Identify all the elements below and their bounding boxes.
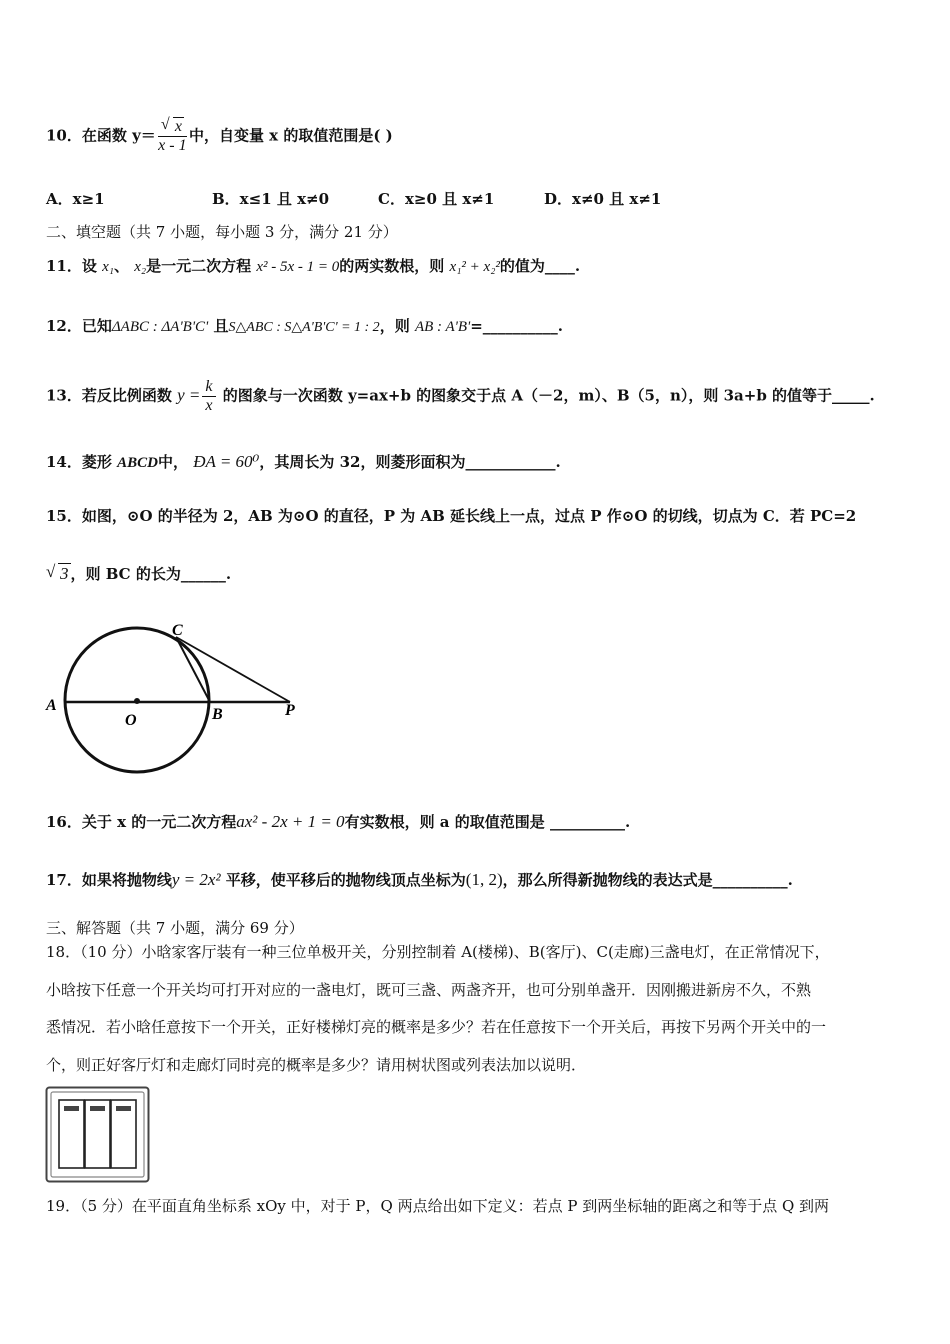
q19-line1: 19．（5 分）在平面直角坐标系 xOy 中，对于 P，Q 两点给出如下定义：若点 P 到两坐标轴的距离之和等于点 Q 到两 (46, 1197, 830, 1215)
q12-line (46, 316, 563, 338)
q12-side-ratio: AB : A'B' (414, 319, 471, 335)
q14-mid: 中， (157, 453, 188, 471)
q13-lead: 13．若反比例函数 (46, 386, 172, 405)
q14-line (46, 452, 561, 473)
q18-line1: 18．（10 分）小晗家客厅装有一种三位单极开关，分别控制着 A(楼梯)、B(客厅)、C(走廊)三盏电灯，在正常情况下， (46, 943, 830, 961)
center-dot (134, 698, 140, 704)
q12-similar-triangles: ΔABC : ΔA'B'C' (111, 319, 209, 335)
q10-option-b: B．x≤1 且 x≠0 (212, 190, 330, 208)
label-o: O (125, 712, 137, 729)
q10-fraction (158, 118, 187, 155)
q15-line2 (46, 564, 231, 584)
q15-radicand: 3 (60, 564, 69, 583)
q17-vertex: (1, 2) (465, 870, 503, 889)
q17-mid: 平移，使平移后的抛物线顶点坐标为 (225, 871, 466, 889)
q11-mid: 是一元二次方程 (146, 257, 252, 275)
q12-then: ，则 (379, 317, 410, 335)
q11-mid2: 的两实数根，则 (339, 257, 445, 275)
q11-tail: 的值为____. (499, 257, 581, 275)
q16-line (46, 812, 630, 832)
q10-lead: 10．在函数 y＝ (46, 126, 156, 145)
q13-denominator: x (205, 397, 213, 414)
q14-tail: ，其周长为 32，则菱形面积为____________. (259, 453, 561, 471)
q15-line2-text: ，则 BC 的长为______. (70, 565, 232, 583)
q14-angle: ÐA = 60⁰ (193, 452, 260, 471)
q10-numerator: x (174, 118, 182, 135)
label-c: C (172, 622, 183, 639)
q16-lead: 16．关于 x 的一元二次方程 (46, 813, 237, 831)
q13-y: y = (177, 385, 201, 405)
q14-rhombus-name: ABCD (117, 455, 158, 471)
q10-option-c: C．x≥0 且 x≠1 (378, 190, 495, 208)
q12-and: 且 (213, 317, 229, 335)
q11-x2: x₂ (134, 259, 147, 275)
circle-tangent-figure (42, 615, 312, 785)
q10-denominator: x - 1 (158, 137, 187, 154)
q11-expression: x₁² + x₂² (449, 259, 500, 275)
q12-area-ratio: S△ABC : S△A'B'C' = 1 : 2 (228, 320, 380, 335)
q10-tail: 中，自变量 x 的取值范围是( ) (188, 126, 393, 145)
q13-tail: 的图象与一次函数 y=ax+b 的图象交于点 A（－2，m）、B（5，n），则 3a+b 的值等于_____. (222, 386, 875, 405)
q11-sep: 、 (113, 257, 129, 275)
q14-lead: 14．菱形 (46, 453, 112, 471)
q13-fraction (202, 378, 215, 415)
q10-line (46, 118, 393, 155)
q17-lead: 17．如果将抛物线 (46, 871, 172, 889)
q13-numerator: k (202, 378, 215, 397)
q11-line (46, 256, 580, 277)
q17-line (46, 870, 793, 890)
q12-lead: 12．已知 (46, 317, 112, 335)
q11-equation: x² - 5x - 1 = 0 (256, 259, 340, 275)
q16-equation: ax² - 2x + 1 = 0 (236, 812, 345, 831)
q17-tail: ，那么所得新抛物线的表达式是__________. (502, 871, 793, 889)
q15-line1: 15．如图，⊙O 的半径为 2，AB 为⊙O 的直径，P 为 AB 延长线上一点，过点 P 作⊙O 的切线，切点为 C．若 PC=2 (46, 507, 857, 525)
q16-tail: 有实数根，则 a 的取值范围是 __________. (344, 813, 631, 831)
q18-line4: 个，则正好客厅灯和走廊灯同时亮的概率是多少？请用树状图或列表法加以说明． (46, 1056, 587, 1074)
label-p: P (285, 702, 295, 719)
section-3-heading: 三、解答题（共 7 小题，满分 69 分） (46, 919, 304, 937)
three-switch-figure (45, 1086, 151, 1184)
q17-equation: y = 2x² (171, 870, 221, 889)
q11-lead: 11．设 (46, 257, 97, 275)
q18-line3: 悉情况．若小晗任意按下一个开关，正好楼梯灯亮的概率是多少？若在任意按下一个开关后，再按下另两个开关中的一 (46, 1018, 827, 1036)
q11-x1: x₁ (102, 259, 114, 275)
label-b: B (212, 706, 223, 723)
q10-option-d: D．x≠0 且 x≠1 (544, 190, 662, 208)
q12-tail: =__________. (470, 317, 564, 335)
q18-line2: 小晗按下任意一个开关均可打开对应的一盏电灯，既可三盏、两盏齐开，也可分别单盏开．因刚搬进新房不久，不熟 (46, 981, 812, 999)
label-a: A (46, 697, 57, 714)
q13-line (46, 378, 875, 415)
q10-option-a: A．x≥1 (46, 190, 105, 208)
section-2-heading: 二、填空题（共 7 小题，每小题 3 分，满分 21 分） (46, 223, 398, 241)
